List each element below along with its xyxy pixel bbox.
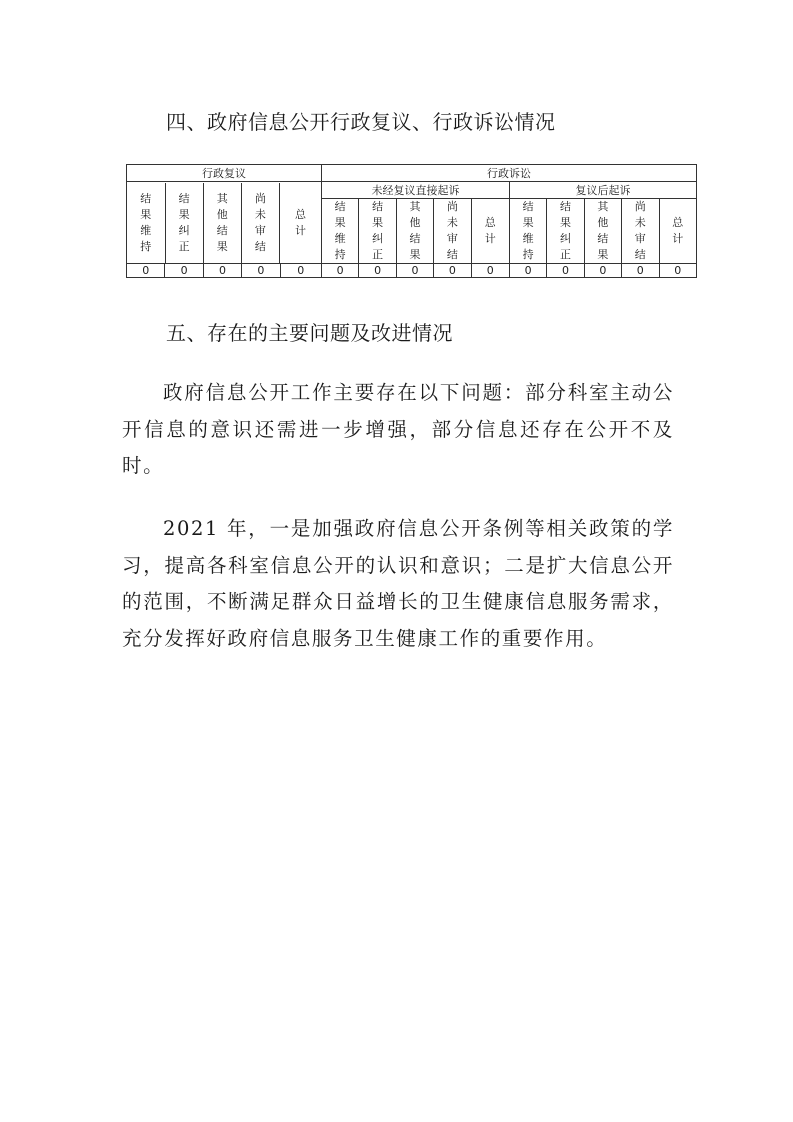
after-col-pending: 尚 未 审 结 — [622, 199, 659, 264]
direct-col-corrected: 结 果 纠 正 — [359, 199, 396, 264]
direct-litigation-header: 未经复议直接起诉 — [321, 182, 509, 199]
value-cell: 0 — [127, 264, 165, 278]
value-cell: 0 — [659, 264, 697, 278]
value-cell: 0 — [509, 264, 546, 278]
section-5-heading: 五、存在的主要问题及改进情况 — [166, 321, 453, 345]
admin-review-columns — [127, 182, 322, 264]
after-review-litigation-header: 复议后起诉 — [509, 182, 696, 199]
direct-col-pending: 尚 未 审 结 — [434, 199, 471, 264]
value-cell: 0 — [622, 264, 659, 278]
review-litigation-table — [126, 164, 697, 278]
value-cell: 0 — [434, 264, 471, 278]
value-cell: 0 — [584, 264, 621, 278]
after-col-other: 其 他 结 果 — [584, 199, 621, 264]
review-col-other: 其 他 结 果 — [203, 183, 241, 263]
value-cell: 0 — [359, 264, 396, 278]
value-cell: 0 — [396, 264, 433, 278]
admin-review-header: 行政复议 — [127, 165, 322, 182]
value-cell: 0 — [242, 264, 280, 278]
review-col-upheld: 结 果 维 持 — [127, 183, 165, 263]
values-row — [127, 264, 697, 278]
direct-col-other: 其 他 结 果 — [396, 199, 433, 264]
review-col-pending: 尚 未 审 结 — [241, 183, 279, 263]
problems-paragraph: 政府信息公开工作主要存在以下问题：部分科室主动公开信息的意识还需进一步增强，部分信息还存在公开不及时。 — [122, 381, 674, 477]
value-cell: 0 — [165, 264, 203, 278]
after-col-corrected: 结 果 纠 正 — [547, 199, 584, 264]
section-4-heading: 四、政府信息公开行政复议、行政诉讼情况 — [166, 110, 556, 134]
value-cell: 0 — [203, 264, 241, 278]
after-col-upheld: 结 果 维 持 — [509, 199, 546, 264]
value-cell: 0 — [280, 264, 321, 278]
admin-litigation-header: 行政诉讼 — [321, 165, 696, 182]
value-cell: 0 — [547, 264, 584, 278]
value-cell: 0 — [471, 264, 509, 278]
direct-col-total: 总 计 — [471, 199, 509, 264]
review-col-corrected: 结 果 纠 正 — [165, 183, 203, 263]
after-col-total: 总 计 — [659, 199, 697, 264]
value-cell: 0 — [321, 264, 358, 278]
improvements-paragraph: 2021 年，一是加强政府信息公开条例等相关政策的学习，提高各科室信息公开的认识和意识；二是扩大信息公开的范围，不断满足群众日益增长的卫生健康信息服务需求，充分发挥好政府信息服务卫生健康工作的重要作用。 — [122, 517, 674, 650]
direct-col-upheld: 结 果 维 持 — [321, 199, 358, 264]
review-col-total: 总 计 — [294, 207, 306, 237]
